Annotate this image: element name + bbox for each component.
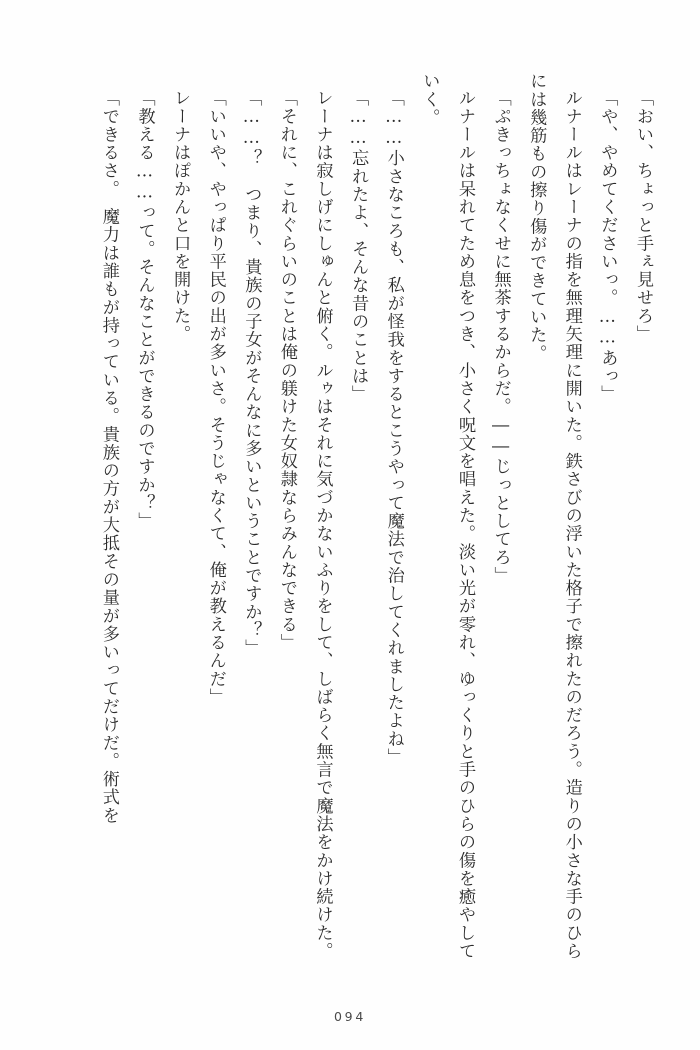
paragraph: 「それに、これぐらいのことは俺の躾けた女奴隷ならみんなできる」: [276, 89, 297, 652]
paragraph: 「……忘れたよ、そんな昔のことは」: [348, 89, 369, 404]
novel-text-body: [40, 72, 660, 972]
paragraph: 「教える……って。そんなことができるのですか？」: [134, 89, 155, 531]
paragraph: 「おい、ちょっと手ぇ見せろ」: [633, 89, 653, 344]
paragraph: レーナはぽかんと口を開けた。: [170, 89, 191, 344]
paragraph: ルナールは呆れてため息をつき、小さく呪文を唱えた。淡い光が零れ、ゆっくりと手のひらの傷を癒やしていく。: [419, 72, 475, 961]
paragraph: 「……小さなころも、私が怪我をするとこうやって魔法で治してくれましたよね」: [383, 89, 404, 767]
paragraph: レーナは寂しげにしゅんと俯く。ルゥはそれに気づかないふりをして、しばらく無言で魔法をかけ続けた。: [312, 89, 333, 961]
page-number: 094: [333, 1009, 367, 1024]
paragraph: ルナールはレーナの指を無理矢理に開いた。鉄さびの浮いた格子で擦れたのだろう。造りの小さな手のひらには幾筋もの擦り傷ができていた。: [526, 72, 582, 961]
paragraph: 「できるさ。 魔力は誰もが持っている。貴族の方が大抵その量が多いってだけだ。術式を: [98, 89, 119, 825]
paragraph: 「ぷきっちょなくせに無茶するからだ。――じっとしてろ」: [490, 89, 511, 585]
paragraph: 「……？ つまり、貴族の子女がそんなに多いということですか？」: [241, 89, 262, 658]
paragraph: 「いいや、やっぱり平民の出が多いさ。そうじゃなくて、俺が教えるんだ」: [205, 89, 226, 707]
paragraph: 「や、やめてくださいっ。……あっ」: [597, 89, 618, 404]
